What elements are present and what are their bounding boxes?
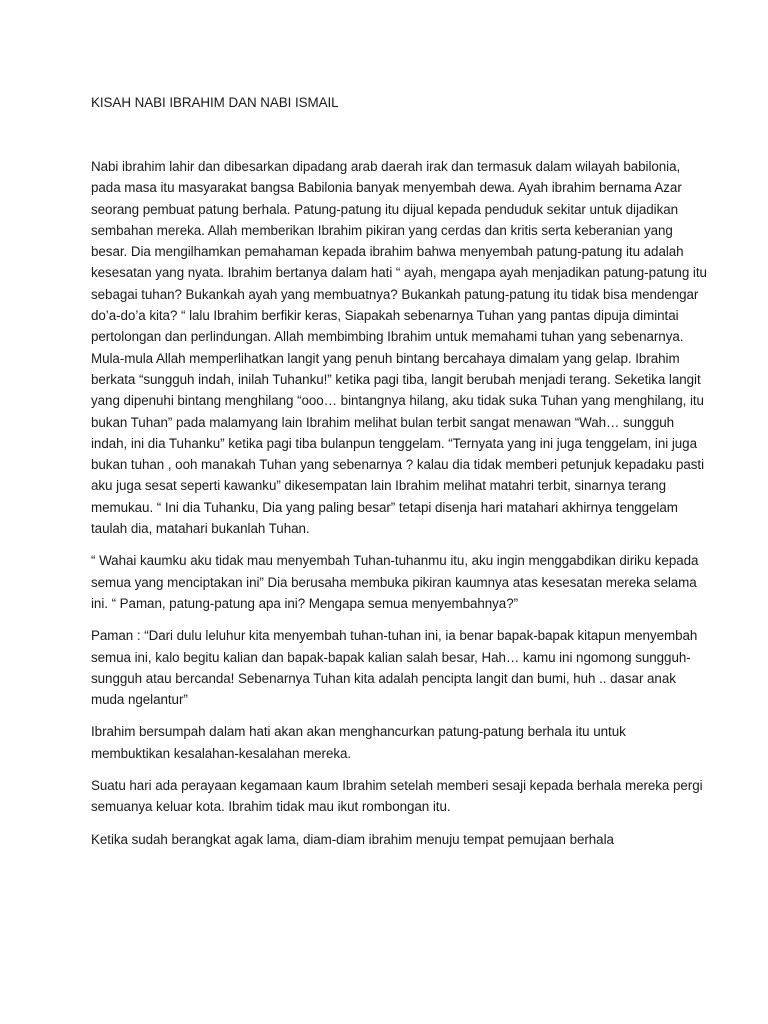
paragraph [91,550,699,614]
text-line: memukau. “ Ini dia Tuhanku, Dia yang paling besar” tetapi disenja hari matahari akhirnya tenggelam [91,499,678,515]
text-line: bukan tuhan , ooh manakah Tuhan yang sebenarnya ? kalau dia tidak memberi petunjuk kepadaku pasti [91,457,705,473]
text-line: Ibrahim bersumpah dalam hati akan akan menghancurkan patung-patung berhala itu untuk [91,724,626,740]
paragraph [91,721,691,764]
text-line: seorang pembuat patung berhala. Patung-patung itu dijual kepada penduduk sekitar untuk dijadikan [91,201,679,217]
text-line: do’a-do’a kita? “ lalu Ibrahim berfikir keras, Siapakah sebenarnya Tuhan yang pantas dipuja dimintai [91,308,679,324]
paragraph [91,829,691,850]
text-line: aku juga sesat seperti kawanku” dikesempatan lain Ibrahim melihat matahri terbit, sinarnya terang [91,478,666,494]
paragraph [91,156,707,539]
text-line: kesesatan yang nyata. Ibrahim bertanya dalam hati “ ayah, mengapa ayah menjadikan patung-patung itu [91,265,707,281]
text-line: semua ini, kalo begitu kalian dan bapak-bapak kalian salah besar, Hah… kamu ini ngomong sungguh- [91,649,691,665]
paragraph [91,775,703,818]
text-line: pertolongan dan perlindungan. Allah membimbing Ibrahim untuk memahami tuhan yang sebenarnya. [91,329,684,345]
text-line: besar. Dia mengilhamkan pemahaman kepada ibrahim bahwa menyembah patung-patung itu adalah [91,244,684,260]
text-line: indah, ini dia Tuhanku” ketika pagi tiba bulanpun tenggelam. “Ternyata yang ini juga tenggelam, ini juga [91,435,697,451]
text-line: sembahan mereka. Allah memberikan Ibrahim pikiran yang cerdas dan kritis serta keberanian yang [91,222,673,238]
paragraph [91,625,698,710]
document-page [91,92,707,861]
text-line: sebagai tuhan? Bukankah ayah yang membuatnya? Bukankah patung-patung itu tidak bisa mendengar [91,286,699,302]
text-line: Paman : “Dari dulu leluhur kita menyembah tuhan-tuhan ini, ia benar bapak-bapak kitapun menyembah [91,628,698,644]
text-line: muda ngelantur” [91,692,188,708]
text-line: Nabi ibrahim lahir dan dibesarkan dipadang arab daerah irak dan termasuk dalam wilayah babilonia, [91,159,681,174]
text-line: yang dipenuhi bintang menghilang “ooo… bintangnya hilang, aku tidak suka Tuhan yang menghilang, itu [91,393,704,409]
text-line: “ Wahai kaumku aku tidak mau menyembah Tuhan-tuhanmu itu, aku ingin menggabdikan diriku kepada [91,553,699,569]
text-line: taulah dia, matahari bukanlah Tuhan. [91,521,310,537]
text-line: semuanya keluar kota. Ibrahim tidak mau ikut rombongan itu. [91,799,451,815]
text-line: membuktikan kesalahan-kesalahan mereka. [91,745,352,761]
document-body [91,156,707,850]
text-line: Mula-mula Allah memperlihatkan langit yang penuh bintang bercahaya dimalam yang gelap. Ibrahim [91,350,680,366]
text-line: Suatu hari ada perayaan kegamaan kaum Ibrahim setelah memberi sesaji kepada berhala mereka pergi [91,778,703,794]
text-line: ini. “ Paman, patung-patung apa ini? Mengapa semua menyembahnya?” [91,595,519,611]
text-line: pada masa itu masyarakat bangsa Babilonia banyak menyembah dewa. Ayah ibrahim bernama Azar [91,180,682,196]
text-line: berkata “sungguh indah, inilah Tuhanku!” ketika pagi tiba, langit berubah menjadi terang. Seketika langit [91,371,701,387]
text-line: sungguh atau bercanda! Sebenarnya Tuhan kita adalah pencipta langit dan bumi, huh .. dasar anak [91,670,676,686]
text-line: Ketika sudah berangkat agak lama, diam-diam ibrahim menuju tempat pemujaan berhala [91,831,614,847]
text-line: bukan Tuhan” pada malamyang lain Ibrahim melihat bulan terbit sangat menawan “Wah… sungguh [91,414,675,430]
text-line: semua yang menciptakan ini” Dia berusaha membuka pikiran kaumnya atas kesesatan mereka selama [91,574,697,590]
document-title: KISAH NABI IBRAHIM DAN NABI ISMAIL [91,95,339,110]
